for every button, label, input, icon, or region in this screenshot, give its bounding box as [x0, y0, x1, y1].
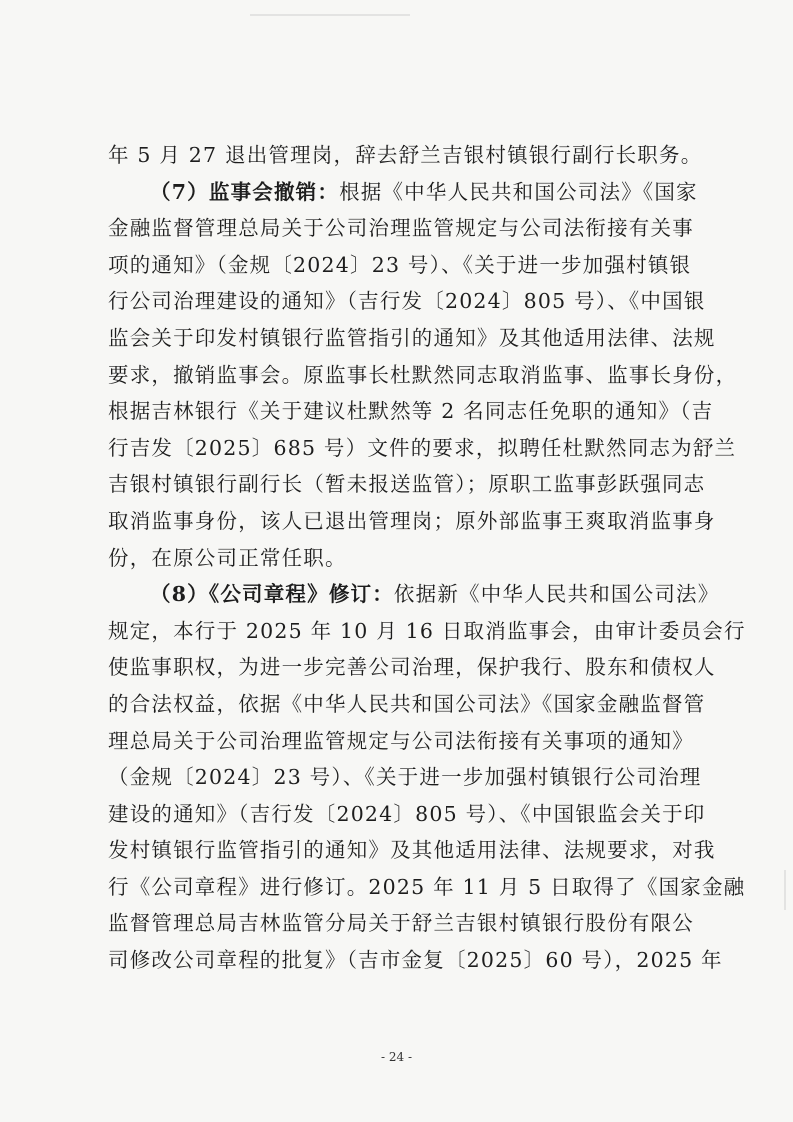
- text-line: 监督管理总局吉林监管分局关于舒兰吉银村镇银行股份有限公: [108, 911, 694, 936]
- scan-mark-right: [784, 870, 786, 910]
- scan-mark-top: [250, 14, 410, 16]
- text-line: （8）《公司章程》修订：依据新《中华人民共和国公司法》: [150, 582, 720, 607]
- text-line: 吉银村镇银行副行长（暂未报送监管）；原职工监事彭跃强同志: [108, 472, 706, 497]
- body-text: [108, 137, 746, 979]
- section-heading: （7）监事会撤销：: [150, 179, 340, 204]
- text-line: 使监事职权，为进一步完善公司治理，保护我行、股东和债权人: [108, 655, 716, 680]
- page-number: - 24 -: [380, 1050, 412, 1064]
- text-line: 理总局关于公司治理监管规定与公司法衔接有关事项的通知》: [108, 728, 694, 753]
- text-line: 根据吉林银行《关于建议杜默然等 2 名同志任免职的通知》（吉: [108, 399, 714, 424]
- text-line: 行公司治理建设的通知》（吉行发〔2024〕805 号）、《中国银: [108, 289, 706, 314]
- text-line: 要求，撤销监事会。原监事长杜默然同志取消监事、监事长身份，: [108, 362, 738, 387]
- text-line: 取消监事身份，该人已退出管理岗；原外部监事王爽取消监事身: [108, 508, 716, 533]
- text-line: 份，在原公司正常任职。: [108, 545, 347, 570]
- text-line: 年 5 月 27 退出管理岗，辞去舒兰吉银村镇银行副行长职务。: [108, 143, 703, 167]
- text-line: 发村镇银行监管指引的通知》及其他适用法律、法规要求，对我: [108, 838, 716, 863]
- section-heading: （8）《公司章程》修订：: [150, 582, 394, 607]
- text-line: 金融监督管理总局关于公司治理监管规定与公司法衔接有关事: [108, 216, 694, 241]
- text-line: 行吉发〔2025〕685 号）文件的要求，拟聘任杜默然同志为舒兰: [108, 435, 737, 460]
- text-line: 的合法权益，依据《中华人民共和国公司法》《国家金融监督管: [108, 691, 706, 716]
- text-line: 司修改公司章程的批复》（吉市金复〔2025〕60 号），2025 年: [108, 948, 723, 973]
- text-line: （7）监事会撤销：根据《中华人民共和国公司法》《国家: [150, 179, 698, 204]
- text-line: 规定，本行于 2025 年 10 月 16 日取消监事会，由审计委员会行: [108, 618, 746, 643]
- text-line: 行《公司章程》进行修订。2025 年 11 月 5 日取得了《国家金融: [108, 874, 746, 899]
- text-line: 建设的通知》（吉行发〔2024〕805 号）、《中国银监会关于印: [108, 801, 706, 826]
- text-line: 项的通知》（金规〔2024〕23 号）、《关于进一步加强村镇银: [108, 252, 692, 277]
- text-line: 监会关于印发村镇银行监管指引的通知》及其他适用法律、法规: [108, 325, 716, 350]
- text-line: （金规〔2024〕23 号）、《关于进一步加强村镇银行公司治理: [108, 765, 702, 790]
